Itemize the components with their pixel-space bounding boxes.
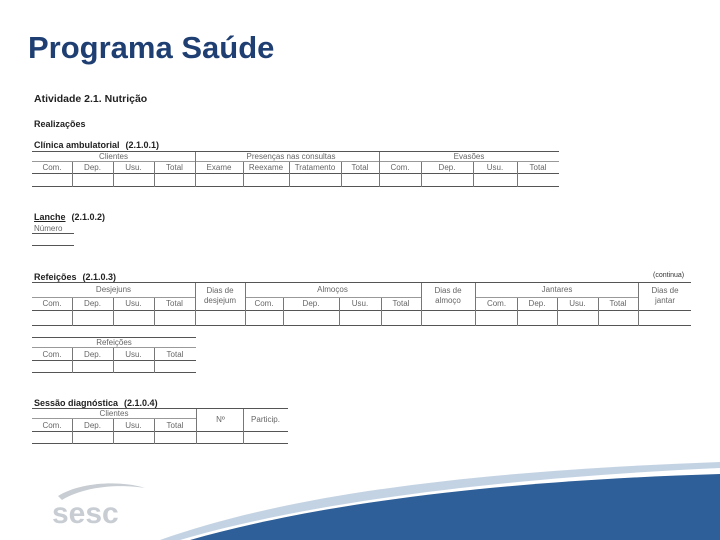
clinica-heading — [34, 140, 159, 150]
refeicoes-sum-mid-rule — [32, 347, 196, 348]
sessao-particip: Particip. — [251, 415, 280, 424]
realizacoes-heading: Realizações — [34, 119, 86, 129]
sessao-col: Total — [166, 421, 184, 430]
refeicoes-header-rule — [32, 310, 691, 311]
clinica-col: Total — [166, 163, 183, 172]
refeicoes-sub-rule — [245, 297, 421, 298]
refeicoes-divider — [381, 298, 382, 326]
clinica-col: Com. — [390, 163, 410, 172]
sessao-group-clientes: Clientes — [99, 409, 129, 418]
sessao-col: Usu. — [125, 421, 142, 430]
dias-almoco: Dias de almoço — [434, 286, 462, 305]
clinica-col: Total — [351, 163, 369, 172]
refeicoes-sum-header-rule — [32, 360, 196, 361]
sessao-col: Dep. — [84, 421, 101, 430]
refeicoes-title: Refeições — [34, 272, 77, 282]
sessao-heading — [34, 398, 158, 408]
almocos-col: Usu. — [351, 299, 369, 308]
clinica-col: Usu. — [486, 163, 504, 172]
refeicoes-sum-divider — [72, 348, 73, 373]
refeicoes-divider — [72, 298, 73, 326]
clinica-divider — [379, 152, 380, 187]
lanche-title: Lanche — [34, 212, 66, 222]
refeicoes-divider — [245, 283, 246, 326]
jantares-col: Total — [609, 299, 627, 308]
clinica-header-rule — [32, 173, 559, 174]
sessao-code: (2.1.0.4) — [124, 398, 158, 408]
refeicoes-sum-bottom-rule — [32, 372, 196, 373]
clinica-col: Exame — [206, 163, 232, 172]
clinica-divider — [341, 162, 342, 187]
sessao-numero: Nº — [216, 415, 225, 424]
clinica-code: (2.1.0.1) — [125, 140, 160, 150]
clinica-divider — [72, 162, 73, 187]
refeicoes-divider — [598, 298, 599, 326]
sesc-logo-text: sesc — [52, 497, 119, 528]
clinica-divider — [243, 162, 244, 187]
refeicoes-divider — [517, 298, 518, 326]
refeicoes-divider — [195, 283, 196, 326]
almocos-col: Com. — [254, 299, 274, 308]
clinica-bottom-rule — [32, 186, 559, 187]
lanche-col: Número — [34, 224, 63, 233]
refeicoes-divider — [339, 298, 340, 326]
refeicoes-divider — [154, 298, 155, 326]
clinica-divider — [195, 152, 196, 187]
clinica-mid-rule — [32, 161, 559, 162]
jantares-col: Usu. — [569, 299, 586, 308]
clinica-col: Com. — [42, 163, 62, 172]
lanche-rule — [32, 245, 74, 246]
sessao-title: Sessão diagnóstica — [34, 398, 119, 408]
clinica-divider — [154, 162, 155, 187]
lanche-code: (2.1.0.2) — [71, 212, 106, 222]
clinica-col: Dep. — [438, 163, 456, 172]
refeicoes-code: (2.1.0.3) — [82, 272, 117, 282]
refeicoes-group-desjejuns: Desjejuns — [95, 285, 132, 294]
refeicoes-group-jantares: Jantares — [541, 285, 573, 294]
clinica-title: Clínica ambulatorial — [34, 140, 120, 150]
clinica-divider — [421, 162, 422, 187]
clinica-group-clientes: Clientes — [99, 152, 128, 161]
activity-heading: Atividade 2.1. Nutrição — [34, 93, 148, 105]
refeicoes-sum-col: Total — [166, 350, 184, 359]
refeicoes-divider — [638, 283, 639, 326]
refeicoes-heading — [34, 272, 116, 282]
continua-note: (continua) — [653, 272, 685, 279]
jantares-col: Dep. — [528, 299, 546, 308]
dias-desjejum: Dias de desjejum — [203, 286, 236, 305]
clinica-divider — [473, 162, 474, 187]
refeicoes-sum-col: Usu. — [125, 350, 142, 359]
jantares-col: Com. — [486, 299, 507, 308]
refeicoes-divider — [283, 298, 284, 326]
lanche-heading — [34, 212, 105, 222]
clinica-group-evasoes: Evasões — [453, 152, 485, 161]
refeicoes-sum-divider — [113, 348, 114, 373]
sessao-col: Com. — [42, 421, 62, 430]
clinica-col: Dep. — [84, 163, 101, 172]
clinica-divider — [517, 162, 518, 187]
clinica-col: Total — [529, 163, 547, 172]
desjejuns-col: Usu. — [125, 299, 142, 308]
desjejuns-col: Dep. — [84, 299, 101, 308]
refeicoes-sum-divider — [154, 348, 155, 373]
almocos-col: Dep. — [302, 299, 320, 308]
refeicoes-divider — [113, 298, 114, 326]
lanche-rule — [32, 233, 74, 234]
clinica-divider — [113, 162, 114, 187]
refeicoes-bottom-rule — [32, 325, 691, 326]
page-title: Programa Saúde — [28, 30, 275, 65]
refeicoes-divider — [421, 283, 422, 326]
refeicoes-sum-col: Dep. — [84, 350, 101, 359]
refeicoes-group-almocos: Almoços — [317, 285, 348, 294]
clinica-col: Usu. — [125, 163, 142, 172]
clinica-col: Tratamento — [294, 163, 336, 172]
sesc-logo — [50, 478, 150, 528]
dias-jantar: Dias de jantar — [651, 286, 679, 305]
clinica-group-presencas: Presenças nas consultas — [246, 152, 336, 161]
refeicoes-sum-col: Com. — [42, 350, 62, 359]
desjejuns-col: Total — [166, 299, 183, 308]
refeicoes-top-rule — [32, 282, 691, 283]
refeicoes-divider — [557, 298, 558, 326]
desjejuns-col: Com. — [42, 299, 62, 308]
clinica-divider — [289, 162, 290, 187]
clinica-col: Reexame — [248, 163, 284, 172]
almocos-col: Total — [392, 299, 410, 308]
refeicoes-sum-group: Refeições — [96, 338, 132, 347]
sessao-mid-rule — [32, 418, 196, 419]
refeicoes-divider — [475, 283, 476, 326]
